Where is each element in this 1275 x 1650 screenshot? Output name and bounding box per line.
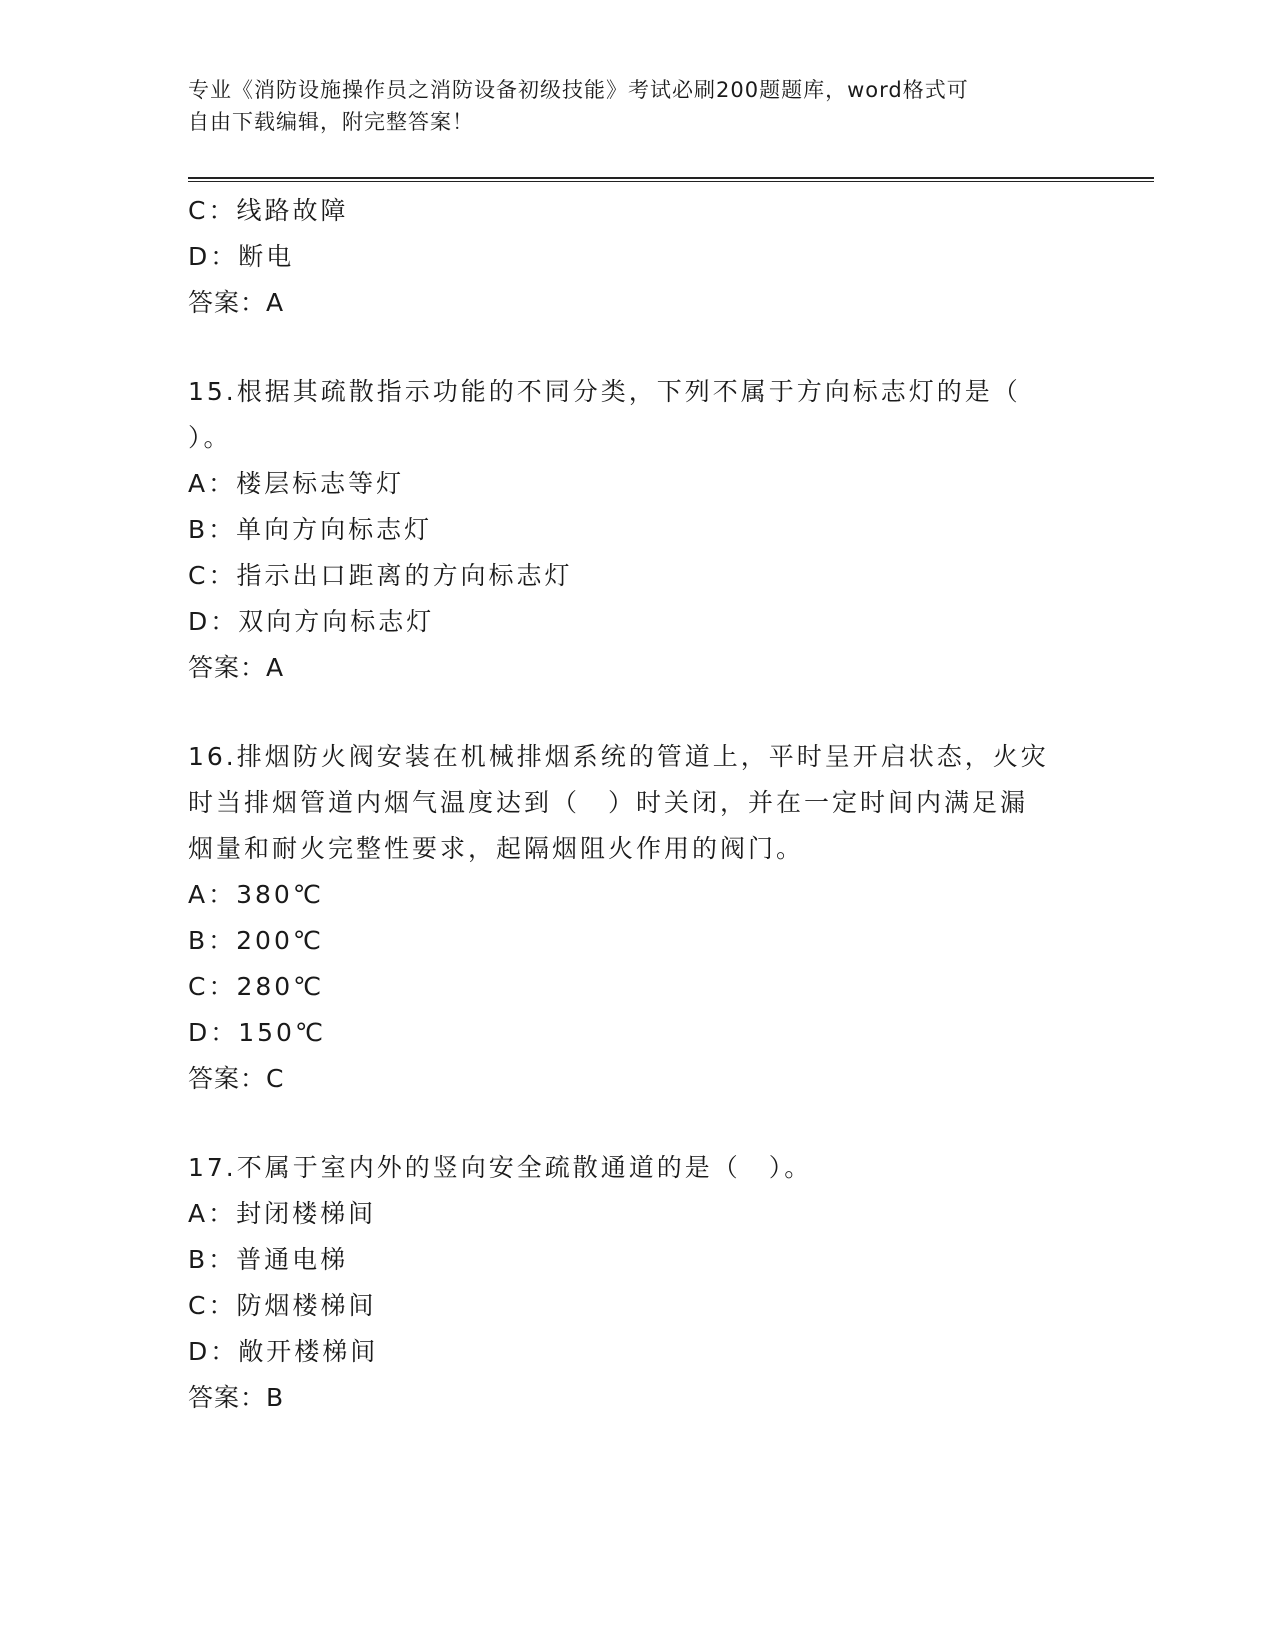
option-c: C：280℃ xyxy=(188,972,325,1001)
header-title-line-2: 自由下载编辑，附完整答案！ xyxy=(188,110,474,134)
question-stem-line-3: 烟量和耐火完整性要求，起隔烟阻火作用的阀门。 xyxy=(188,834,805,863)
option-b: B：200℃ xyxy=(188,926,324,955)
question-stem-line-1: 16.排烟防火阀安装在机械排烟系统的管道上，平时呈开启状态，火灾 xyxy=(188,742,1049,771)
spacer xyxy=(188,1102,1088,1145)
option-a: A：380℃ xyxy=(188,880,324,909)
option-c: C：防烟楼梯间 xyxy=(188,1291,377,1320)
question-14 xyxy=(188,188,1088,326)
spacer xyxy=(188,326,1088,369)
answer-line: 答案：A xyxy=(188,653,285,682)
question-16 xyxy=(188,734,1088,1102)
option-d: D：断电 xyxy=(188,242,295,271)
answer-line: 答案：B xyxy=(188,1383,285,1412)
option-d: D：敞开楼梯间 xyxy=(188,1337,379,1366)
page-header xyxy=(188,74,1068,138)
spacer xyxy=(188,691,1088,734)
question-stem-line-2: ）。 xyxy=(188,423,232,452)
option-b: B：单向方向标志灯 xyxy=(188,515,433,544)
option-c: C：线路故障 xyxy=(188,196,349,225)
option-a: A：楼层标志等灯 xyxy=(188,469,405,498)
question-list xyxy=(188,188,1088,1421)
option-c: C：指示出口距离的方向标志灯 xyxy=(188,561,573,590)
question-stem-line-1: 15.根据其疏散指示功能的不同分类，下列不属于方向标志灯的是（ xyxy=(188,377,1021,406)
header-title-line-1: 专业《消防设施操作员之消防设备初级技能》考试必刷200题题库，word格式可 xyxy=(188,78,969,102)
answer-line: 答案：A xyxy=(188,288,285,317)
question-17 xyxy=(188,1145,1088,1421)
option-d: D：150℃ xyxy=(188,1018,327,1047)
header-divider xyxy=(188,177,1154,182)
answer-line: 答案：C xyxy=(188,1064,285,1093)
question-stem-line-1: 17.不属于室内外的竖向安全疏散通道的是（ ）。 xyxy=(188,1153,813,1182)
question-stem-line-2: 时当排烟管道内烟气温度达到（ ）时关闭，并在一定时间内满足漏 xyxy=(188,788,1029,817)
option-d: D：双向方向标志灯 xyxy=(188,607,435,636)
option-b: B：普通电梯 xyxy=(188,1245,349,1274)
question-15 xyxy=(188,369,1088,691)
option-a: A：封闭楼梯间 xyxy=(188,1199,377,1228)
